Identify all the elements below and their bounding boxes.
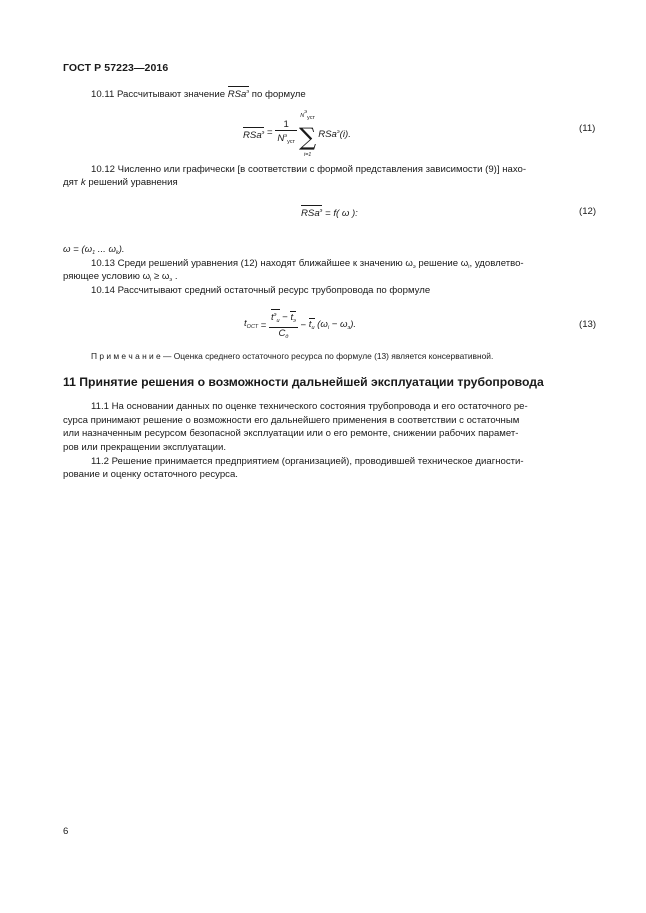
- formula-lhs: $t_{ОСТ}$: [244, 318, 259, 331]
- paragraph-10-12-line2: дят k решений уравнения: [63, 177, 178, 188]
- paragraph-10-11: [91, 86, 306, 102]
- paragraph-11-1-line2: сурса принимают решение о возможности его дальнейшего применения в соответствии с остаточным: [63, 415, 520, 426]
- formula-12: RSa$^э$ = f( ω ):: [301, 205, 358, 221]
- equation-number-11: (11): [579, 123, 596, 134]
- page-number: 6: [63, 826, 69, 837]
- equals-sign: =: [264, 127, 276, 139]
- fraction: $\frac{t^э_и - t_э}{C_д}$: [269, 309, 298, 343]
- section-11-title: 11 Принятие решения о возможности дальнейшей эксплуатации трубопровода: [63, 375, 544, 389]
- fraction: $\frac{1}{N^э_{уст}}$: [277, 119, 296, 146]
- text: 10.11 Рассчитывают значение: [91, 89, 228, 100]
- text: по формуле: [249, 89, 306, 100]
- equation-number-12: (12): [579, 206, 597, 217]
- omega-definition: $\omega = (\omega_1$ ... $\omega_k$).: [63, 244, 125, 256]
- note-label: П р и м е ч а н и е: [91, 351, 161, 361]
- paragraph-10-13-line2: ряющее условию $\omega_i \ge \omega_э$ .: [63, 271, 178, 283]
- paragraph-11-2-line2: рование и оценку остаточного ресурса.: [63, 469, 238, 480]
- paragraph-10-13-line1: 10.13 Среди решений уравнения (12) находят ближайшее к значению $\omega_э$ решение $\omega_i$, удовлетво-: [91, 258, 524, 270]
- equation-number-13: (13): [579, 319, 597, 330]
- paragraph-11-2-line1: 11.2 Решение принимается предприятием (организацией), проводившей техническое диагности-: [91, 456, 524, 467]
- formula-term: RSa$^э$(i).: [318, 128, 351, 140]
- note-text: — Оценка среднего остаточного ресурса по формуле (13) является консервативной.: [160, 351, 494, 361]
- paragraph-10-12-line1: 10.12 Численно или графически [в соответствии с формой представления зависимости (9)] нахо-: [91, 164, 527, 175]
- formula-13: $t_{ОСТ}$ = $\frac{t^э_и - t_э}{C_д}$ − $t_и$ $(\omega_i - \omega_э)$.: [244, 309, 356, 343]
- sum-operator: Nэуст ∑ i=1: [299, 109, 317, 158]
- sigma-icon: ∑: [299, 122, 317, 151]
- paragraph-11-1-line4: ров или прекращении эксплуатации.: [63, 442, 227, 453]
- note: [91, 351, 493, 361]
- symbol-rsa: RSa$^э$: [228, 86, 249, 100]
- formula-lhs: RSa$^э$: [243, 127, 264, 141]
- document-header: ГОСТ Р 57223—2016: [63, 62, 169, 74]
- paragraph-10-14: 10.14 Рассчитывают средний остаточный ресурс трубопровода по формуле: [91, 285, 431, 296]
- paragraph-11-1-line3: или назначенным ресурсом безопасной эксплуатации или о его ремонте, снижении рабочих парамет-: [63, 428, 519, 439]
- formula-11: [243, 106, 351, 161]
- paragraph-11-1-line1: 11.1 На основании данных по оценке технического состояния трубопровода и его остаточного ре-: [91, 401, 528, 412]
